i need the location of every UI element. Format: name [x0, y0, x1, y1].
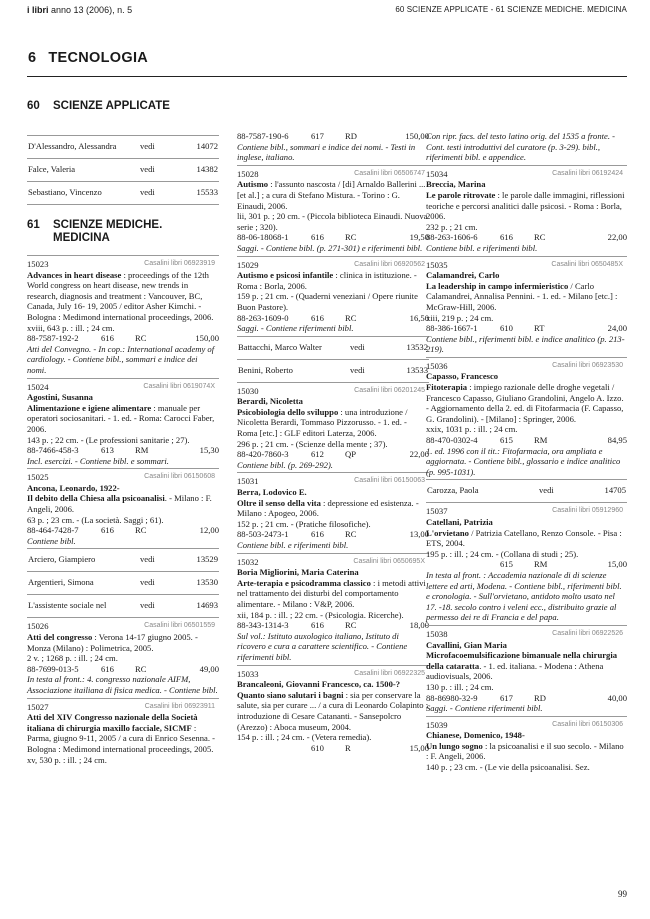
subsection-61-title: SCIENZE MEDICHE. [53, 219, 163, 231]
entry-body: : sia per conservare la salute, sia per curare ... / a cura di Leonardo Colapinto ; introduzione di Cesare Catananti. - Sansepolcro (Arezzo) : Aboca museum, 2004. [237, 689, 429, 732]
index-name: Falce, Valeria [28, 164, 76, 174]
entry-price: 18,00 [409, 620, 429, 631]
entry-publisher-code: Casalini libri 0650695X [353, 557, 425, 565]
entry-id: 15027 [27, 701, 49, 712]
entry-priceline [237, 232, 429, 243]
entry-isbn: 88-86980-32-9 [426, 692, 478, 703]
entry-lc: RD [534, 692, 546, 703]
catalog-entry [426, 256, 627, 357]
entry-class: 615 [500, 435, 513, 446]
entry-publisher-code: Casalini libri 06201245 [354, 386, 425, 394]
entry-lc: RC [135, 525, 147, 536]
entry-body: : le parole dalle immagini, riflessioni teoriche e percorsi analitici dalle psicosi. - Roma : Borla, 2006. [426, 189, 625, 222]
entry-body: . - 1. ed. italiana. - Modena : Athena audiovisuals, 2006. [426, 660, 604, 682]
entry-class: 610 [500, 323, 513, 334]
index-vedi: vedi [140, 164, 155, 174]
column-1 [27, 100, 219, 767]
entry-note: Saggi. - Contiene bibl. (p. 271-301) e riferimenti bibl. [237, 242, 423, 253]
entry-isbn [426, 559, 500, 570]
column-2 [237, 131, 429, 755]
entry-publisher-code: Casalini libri 06501559 [144, 622, 215, 630]
catalog-entry [426, 625, 627, 716]
entry-author: Catellani, Patrizia [426, 517, 493, 527]
entry-physical: 195 p. : ill. ; 24 cm. - (Collana di studi ; 25). [426, 548, 579, 559]
catalog-entry [27, 378, 219, 469]
entry-author: Berardi, Nicoletta [237, 396, 303, 407]
entry-isbn: 88-7466-458-3 [27, 445, 79, 456]
entry-class: 612 [311, 449, 324, 460]
entry-price: 12,00 [199, 525, 219, 536]
entry-price: 150,00 [195, 333, 219, 344]
entry-id: 15033 [237, 668, 259, 679]
section-title [28, 50, 148, 66]
entry-note: Saggi. - Contiene riferimenti bibl. [426, 703, 543, 714]
entry-publisher-code: Casalini libri 0619074X [143, 382, 215, 390]
entry-physical: 154 p. : ill. ; 24 cm. - (Vetera remedia). [237, 732, 372, 743]
subsection-61-number: 61 [27, 219, 40, 231]
entry-physical: 63 p. ; 23 cm. - (La società. Saggi ; 61). [27, 514, 164, 525]
entry-priceline [237, 313, 429, 324]
entry-note: 1. ed. 1996 con il tit.: Fitofarmacia, ora ampliata e aggiornata. - Contiene bibl., glossario e indice analitico (p. 995-1031). [426, 445, 621, 477]
entry-note: Contiene bibl. e riferimenti bibl. [426, 242, 538, 253]
subsection-60-heading [27, 100, 219, 113]
catalog-entry [237, 665, 429, 756]
entry-id: 15036 [426, 360, 448, 371]
catalog-entry-continued [237, 131, 429, 165]
entry-body: : l'assunto nascosta / [di] Arnaldo Ballerini ... [et al.] ; a cura di Stefano Mistura. - Torino : G. Einaudi, 2006. [237, 179, 426, 211]
index-number: 13529 [196, 554, 218, 565]
subsection-61-heading [27, 219, 219, 245]
entry-lc: RC [345, 312, 357, 323]
catalog-entry [426, 716, 627, 775]
entry-physical: 140 p. ; 23 cm. - (Le vie della psicoanalisi. Sez. [426, 762, 590, 773]
entry-price: 16,50 [409, 312, 429, 323]
entry-title: L'orvietano [426, 527, 469, 538]
entry-title: Arte-terapia e psicodramma classico [237, 577, 371, 588]
entry-id: 15023 [27, 259, 49, 269]
entry-publisher-code: Casalini libri 06923911 [144, 702, 215, 710]
entry-physical: 232 p. ; 21 cm. [426, 221, 478, 232]
index-name: L'assistente sociale nel [28, 600, 107, 611]
index-entry [237, 336, 429, 359]
index-number: 14693 [196, 600, 218, 611]
index-entry [27, 594, 219, 617]
entry-isbn: 88-470-0302-4 [426, 435, 478, 446]
entry-price: 15,00 [607, 559, 627, 570]
entry-priceline [426, 693, 627, 704]
entry-class: 617 [500, 692, 513, 703]
entry-id: 15031 [237, 476, 259, 487]
entry-price: 13,00 [409, 529, 429, 540]
subsection-60-title: SCIENZE APPLICATE [53, 100, 170, 112]
entry-publisher-code: Casalini libri 0650485X [551, 260, 623, 268]
entry-class: 610 [311, 742, 324, 753]
entry-lc: RC [345, 529, 357, 540]
index-vedi: vedi [140, 187, 155, 197]
entry-class: 616 [101, 663, 114, 674]
entry-title: Atti del congresso [27, 632, 93, 643]
entry-priceline [237, 131, 429, 142]
entry-priceline [237, 449, 429, 460]
index-number: 15533 [196, 187, 218, 197]
entry-id: 15039 [426, 719, 448, 730]
index-vedi: vedi [140, 141, 155, 151]
index-entry [27, 181, 219, 204]
entry-body: : una introduzione / Nicoletta Berardi, Tommaso Pizzorusso. - 1. ed. - Roma [etc.] : GLF editori Laterza, 2006. [237, 406, 408, 439]
catalog-entry [237, 165, 429, 256]
index-vedi: vedi [539, 485, 554, 496]
running-header-right: 60 SCIENZE APPLICATE - 61 SCIENZE MEDICHE. MEDICINA [395, 5, 627, 14]
entry-body: . - Milano : F. Angeli, 2006. [27, 493, 212, 515]
index-vedi: vedi [350, 341, 365, 352]
entry-id: 15025 [27, 472, 49, 483]
index-number: 14072 [196, 141, 218, 151]
entry-note: Incl. esercizi. - Contiene bibl. e sommari. [27, 455, 169, 466]
entry-title: Fitoterapia [426, 382, 468, 393]
catalog-entry [237, 256, 429, 336]
entry-lc: RT [534, 323, 545, 334]
index-entry [27, 158, 219, 181]
entry-id: 15029 [237, 259, 259, 270]
subsection-60-number: 60 [27, 100, 40, 112]
entry-priceline [426, 323, 627, 334]
page-number: 99 [618, 889, 627, 899]
entry-id: 15032 [237, 556, 259, 567]
entry-physical: 296 p. ; 21 cm. - (Scienze della mente ; 37). [237, 438, 388, 449]
entry-priceline [237, 620, 429, 631]
entry-isbn: 88-7699-013-5 [27, 663, 79, 674]
index-name: Sebastiano, Vincenzo [28, 187, 102, 197]
entry-author: Capasso, Francesco [426, 371, 499, 382]
index-number: 14382 [196, 164, 218, 174]
header-journal: i libri [27, 5, 49, 15]
entry-priceline [426, 559, 627, 570]
index-name: Arciero, Giampiero [28, 554, 96, 565]
entry-physical: 2 v. ; 1268 p. : ill. ; 24 cm. [27, 653, 118, 664]
entry-class: 616 [311, 620, 324, 631]
entry-price: 15,30 [199, 445, 219, 456]
entry-note: Contiene bibl. e riferimenti bibl. [237, 540, 349, 550]
index-vedi: vedi [350, 364, 365, 375]
index-number: 14705 [604, 485, 626, 496]
entry-priceline [237, 743, 429, 754]
entry-title: La leadership in campo infermieristico [426, 280, 569, 291]
entry-author: Chianese, Domenico, 1948- [426, 730, 525, 741]
entry-isbn: 88-503-2473-1 [237, 529, 289, 540]
entry-price: 19,50 [409, 232, 429, 243]
entry-lc: RM [534, 559, 548, 570]
entry-price: 22,00 [607, 232, 627, 243]
column-3 [426, 131, 627, 775]
entry-body: : clinica in istituzione. - Roma : Borla, 2006. [237, 270, 417, 291]
entry-body: / Carlo Calamandrei, Annalisa Pennini. - 1. ed. - Milano [etc.] : McGraw-Hill, 2006. [426, 280, 618, 312]
entry-priceline [27, 525, 219, 536]
entry-physical: 152 p. ; 21 cm. - (Pratiche filosofiche). [237, 518, 371, 529]
entry-publisher-code: Casalini libri 06150608 [144, 473, 215, 481]
entry-author: Brancaleoni, Giovanni Francesco, ca. 1500-? [237, 679, 401, 690]
section-number: 6 [28, 50, 37, 66]
index-entry [27, 571, 219, 594]
catalog-entry [237, 472, 429, 552]
index-name: Benini, Roberto [238, 364, 293, 375]
entry-title: Alimentazione e igiene alimentare [27, 402, 152, 413]
entry-priceline [426, 435, 627, 446]
entry-price: 49,00 [199, 663, 219, 674]
entry-author: Ancona, Leonardo, 1922- [27, 482, 120, 493]
catalog-entry [27, 468, 219, 548]
entry-class: 613 [101, 445, 114, 456]
entry-body: : depressione ed esistenza. - Milano : Apogeo, 2006. [237, 497, 419, 519]
entry-author: Cavallini, Gian Maria [426, 639, 507, 650]
entry-price: 15,00 [409, 742, 429, 753]
entry-class: 616 [311, 312, 324, 323]
entry-body: : i metodi attivi nel trattamento dei disturbi del comportamento alimentare. - Milano : V&P, 2006. [237, 577, 426, 609]
entry-title: Atti del XIV Congresso nazionale della Società italiana di chirurgia maxillo facciale, SICMF [27, 712, 198, 733]
entry-id: 15028 [237, 168, 259, 179]
running-header-left [27, 5, 132, 15]
entry-lc: R [345, 742, 351, 753]
section-name: TECNOLOGIA [48, 50, 149, 66]
entry-publisher-code: Casalini libri 06923919 [144, 260, 215, 267]
entry-author: Calamandrei, Carlo [426, 270, 500, 281]
entry-physical: xxix, 1031 p. : ill. ; 24 cm. [426, 424, 518, 435]
entry-title: Quanto siano salutari i bagni [237, 689, 344, 700]
entry-price: 24,00 [607, 323, 627, 334]
index-entry [237, 359, 429, 382]
entry-body: : impiego razionale delle droghe vegetali / Francesco Capasso, Giuliano Grandolini, Angelo A. Izzo. - Aggiornamento della 2. ed. di Fitofarmacia (F. Capasso, G. Grandolini). - [Milano] : Springer, 2006. [426, 382, 624, 424]
index-name: Battacchi, Marco Walter [238, 341, 322, 352]
entry-publisher-code: Casalini libri 06506747 [354, 169, 425, 177]
entry-id: 15037 [426, 506, 448, 517]
entry-physical: xii, 184 p. : ill. ; 22 cm. - (Psicologia. Ricerche). [237, 609, 404, 620]
entry-isbn: 88-06-18068-1 [237, 232, 289, 243]
entry-id: 15026 [27, 621, 49, 632]
entry-title: Il debito della Chiesa alla psicoanalisi [27, 493, 165, 504]
entry-priceline [27, 333, 219, 344]
entry-isbn: 88-7587-192-2 [27, 333, 79, 344]
index-name: Argentieri, Simona [28, 577, 94, 588]
entry-note: Contiene bibl. [27, 535, 76, 546]
index-number: 13533 [406, 364, 428, 375]
entry-class: 615 [500, 559, 513, 570]
entry-physical: 159 p. ; 21 cm. - (Quaderni veneziani / Opere riunite Buon Pastore). [237, 291, 418, 312]
entry-publisher-code: Casalini libri 06150063 [354, 477, 425, 485]
index-vedi: vedi [140, 577, 155, 588]
entry-note: In testa al front. : Accademia nazionale di di scienze lettere ed arti, Modena. - Contiene bibl., riferimenti bibl. e cronologia. - Sull'orvietano, antidoto molto usato nel 17. -18. secolo contro i veleni ecc., distribuito grazie al permesso dei re di Francia e del papa. [426, 569, 622, 623]
entry-class: 616 [500, 232, 513, 243]
entry-title: Le parole ritrovate [426, 189, 496, 200]
entry-physical: lii, 301 p. ; 20 cm. - (Piccola biblioteca Einaudi. Nuova serie ; 320). [237, 211, 428, 232]
entry-publisher-code: Casalini libri 06922325 [354, 669, 425, 677]
catalog-entry [237, 553, 429, 665]
entry-price: 150,00 [405, 131, 429, 141]
entry-isbn: 88-386-1667-1 [426, 323, 478, 334]
entry-note: Contiene bibl. (p. 269-292). [237, 459, 333, 470]
entry-id: 15035 [426, 259, 448, 270]
entry-body: : Parma, giugno 9-11, 2005 / a cura di Enrico Sesenna. - Bologna : Medimond international proceedings, 2005. [27, 722, 215, 754]
entry-note: Atti del Convegno. - In cop.: International academy of cardiology. - Contiene bibl., sommari e indice dei nomi. [27, 343, 215, 375]
entry-class: 616 [311, 232, 324, 243]
entry-body: : manuale per operatori sociosanitari. - 1. ed. - Roma: Carocci Faber, 2006. [27, 402, 215, 434]
entry-body: : Verona 14-17 giugno 2005. - Monza (Milano) : Polimetrica, 2005. [27, 632, 198, 653]
entry-note: Contiene bibl., riferimenti bibl. e indice analitico (p. 213-219). [426, 333, 625, 355]
index-name: Carozza, Paola [427, 485, 479, 496]
index-entry [27, 135, 219, 158]
entry-author: Breccia, Marina [426, 179, 486, 190]
index-entry [426, 479, 627, 502]
subsection-61-title-2: MEDICINA [53, 232, 110, 244]
index-vedi: vedi [140, 554, 155, 565]
entry-body: : proceedings of the 12th World congress on heart disease, new trends in research, diagnosis and treatment : Vancouver, BC, Canada, July 16- 19, 2005 / editor Asher Kimchi. - Bologna : Medimond international proceedings, 2006. [27, 269, 214, 322]
entry-lc: RC [345, 620, 357, 631]
entry-title: Autismo e psicosi infantile [237, 270, 334, 281]
entry-publisher-code: Casalini libri 06923530 [552, 361, 623, 369]
entry-id: 15038 [426, 628, 448, 639]
entry-priceline [27, 445, 219, 456]
entry-lc: QP [345, 449, 356, 460]
entry-isbn [237, 743, 311, 754]
entry-physical: xiii, 219 p. ; 24 cm. [426, 312, 494, 323]
entry-title: Microfacoemulsificazione bimanuale nella chirurgia della cataratta [426, 650, 618, 671]
entry-lc: RC [135, 663, 147, 674]
entry-lc: RC [135, 333, 147, 344]
index-name: D'Alessandro, Alessandra [28, 141, 117, 151]
entry-publisher-code: Casalini libri 06920562 [354, 260, 425, 268]
entry-isbn: 88-263-1609-0 [237, 312, 289, 323]
entry-priceline [237, 529, 429, 540]
entry-lc: RC [534, 232, 546, 243]
entry-isbn: 88-263-1606-6 [426, 232, 478, 243]
entry-physical: xviii, 643 p. : ill. ; 24 cm. [27, 322, 115, 333]
entry-class: 616 [311, 529, 324, 540]
entry-note: Contiene bibl., sommari e indice dei nomi. - Testi in inglese, italiano. [237, 141, 416, 163]
entry-author: Boria Migliorini, Maria Caterina [237, 567, 359, 578]
entry-class: 617 [311, 131, 324, 141]
catalog-entry [426, 502, 627, 625]
entry-lc: RM [534, 435, 548, 446]
entry-price: 40,00 [607, 692, 627, 703]
entry-body: : la psicoanalisi e il suo secolo. - Milano : F. Angeli, 2006. [426, 740, 624, 762]
entry-isbn: 88-420-7860-3 [237, 449, 289, 460]
entry-isbn: 88-343-1314-3 [237, 620, 289, 631]
entry-author: Agostini, Susanna [27, 392, 93, 403]
entry-note: Saggi. - Contiene riferimenti bibl. [237, 323, 354, 334]
entry-title: Oltre il senso della vita [237, 497, 321, 508]
entry-note: In testa al front.: 4. congresso nazionale AIFM, Associazione itailiana di fisica medica. - Contiene bibl. [27, 674, 218, 695]
index-entry [27, 548, 219, 571]
index-vedi: vedi [140, 600, 155, 611]
catalog-entry [27, 255, 219, 378]
entry-priceline [27, 664, 219, 675]
entry-priceline [426, 232, 627, 243]
entry-lc: RC [345, 232, 357, 243]
entry-isbn: 88-464-7428-7 [27, 525, 79, 536]
entry-title: Autismo [237, 179, 269, 190]
entry-price: 84,95 [607, 435, 627, 446]
entry-lc: RD [345, 131, 357, 141]
section-rule [27, 76, 627, 77]
entry-id: 15034 [426, 168, 448, 179]
entry-id: 15024 [27, 381, 49, 392]
entry-title: Psicobiologia dello sviluppo [237, 406, 339, 417]
catalog-entry [27, 617, 219, 697]
header-issue: anno 13 (2006), n. 5 [48, 5, 133, 15]
entry-publisher-code: Casalini libri 06922526 [552, 629, 623, 637]
index-number: 13530 [196, 577, 218, 588]
catalog-entry [426, 165, 627, 256]
entry-class: 616 [101, 333, 114, 344]
entry-isbn: 88-7587-190-6 [237, 131, 289, 141]
entry-body: / Patrizia Catellano, Renzo Console. - Pisa : ETS, 2004. [426, 527, 622, 549]
catalog-entry [27, 698, 219, 768]
catalog-entry-continued [426, 131, 627, 165]
entry-physical: xv, 530 p. : ill. ; 24 cm. [27, 754, 107, 765]
index-number: 13532 [406, 341, 428, 352]
entry-price: 22,00 [409, 449, 429, 460]
entry-title: Un lungo sogno [426, 740, 483, 751]
entry-id: 15030 [237, 385, 259, 396]
entry-physical: 143 p. ; 22 cm. - (Le professioni sanitarie ; 27). [27, 434, 190, 445]
catalog-entry [237, 382, 429, 473]
entry-note: Con ripr. facs. del testo latino orig. del 1535 a fronte. - Cont. testi introduttivi del curatore (p. 3-29). bibl., riferimenti bibl. e appendice. [426, 131, 615, 163]
entry-publisher-code: Casalini libri 05912960 [552, 507, 623, 515]
entry-physical: 130 p. : ill. ; 24 cm. [426, 681, 494, 692]
entry-note: Sul vol.: Istituto auxologico italiano, Istituto di ricovero e cura a carattere scientifico. - Contiene riferimenti bibl. [237, 630, 408, 662]
entry-class: 616 [101, 525, 114, 536]
entry-title: Advances in heart disease [27, 269, 122, 280]
entry-publisher-code: Casalini libri 06150306 [552, 720, 623, 728]
entry-publisher-code: Casalini libri 06192424 [552, 169, 623, 177]
entry-author: Berra, Lodovico E. [237, 487, 307, 498]
catalog-entry [426, 357, 627, 480]
entry-lc: RM [135, 445, 149, 456]
